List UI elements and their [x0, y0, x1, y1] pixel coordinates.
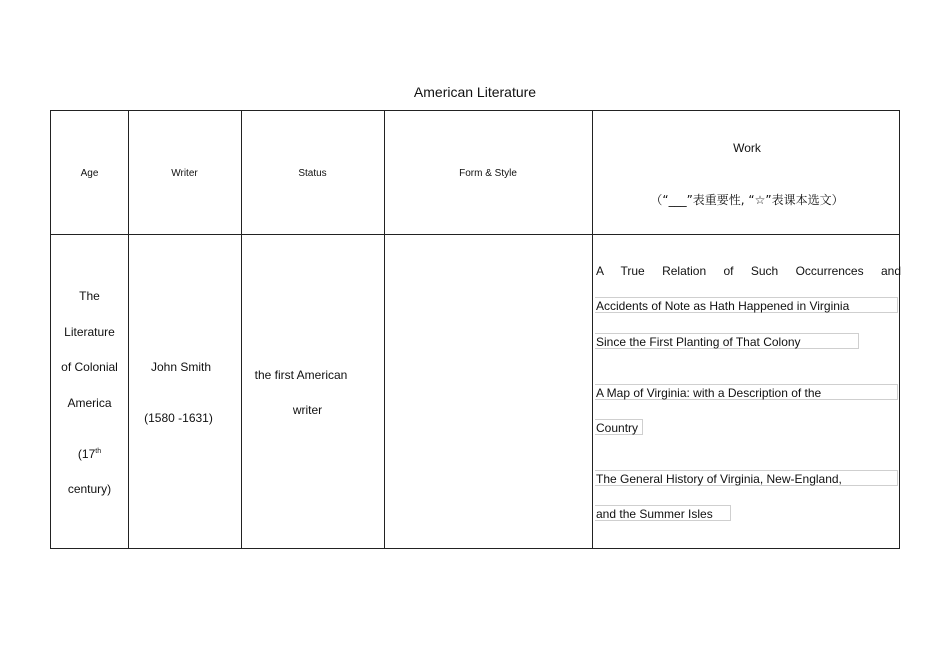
work-title-line: Accidents of Note as Hath Happened in Virginia [595, 297, 898, 313]
writer-years: (1580 -1631) [144, 411, 213, 425]
page-title: American Literature [413, 84, 537, 100]
age-line: The [79, 289, 100, 303]
header-age: Age [80, 168, 99, 179]
header-form-style: Form & Style [459, 168, 517, 179]
work-title-line: A True Relation of Such Occurrences and [596, 264, 901, 278]
header-work: Work [733, 141, 761, 155]
header-writer: Writer [171, 168, 198, 179]
work-title-line: and the Summer Isles [595, 505, 731, 521]
age-line: Literature [64, 325, 115, 339]
header-status: Status [298, 168, 327, 179]
work-title-line: A Map of Virginia: with a Description of the [595, 384, 898, 400]
work-title-line: The General History of Virginia, New-England, [595, 470, 898, 486]
age-line: America [67, 396, 112, 410]
age-century-suffix: th [95, 448, 102, 455]
status-text: the first American [254, 368, 348, 382]
header-work-note: （“___”表重要性, “☆”表课本选文） [650, 193, 844, 207]
age-century-number: (17 [77, 447, 96, 461]
age-line: of Colonial [61, 360, 118, 374]
work-title-line: Country [595, 419, 643, 435]
writer-name: John Smith [150, 360, 212, 374]
column-divider [592, 111, 593, 548]
literature-table [50, 110, 900, 549]
age-line [51, 447, 128, 461]
age-line: century) [67, 482, 112, 496]
row-divider [51, 234, 899, 235]
work-title-line: Since the First Planting of That Colony [595, 333, 859, 349]
status-text: writer [292, 403, 323, 417]
